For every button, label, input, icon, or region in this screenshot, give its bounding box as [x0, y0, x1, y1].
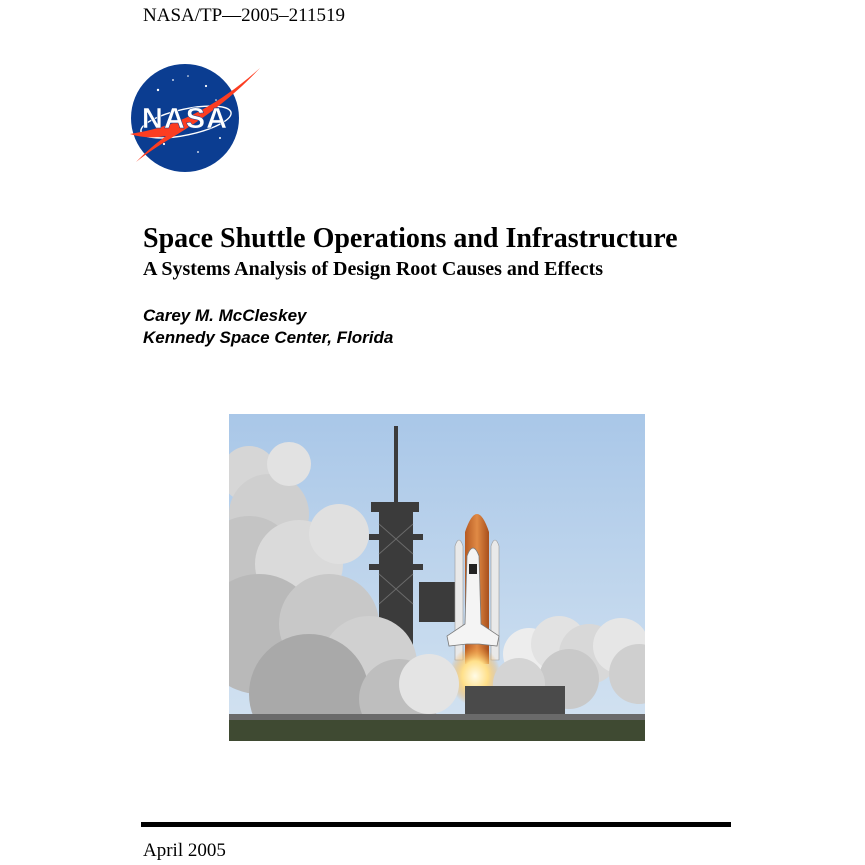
footer-rule: [141, 822, 731, 827]
author-affiliation: Kennedy Space Center, Florida: [143, 328, 394, 347]
document-title: Space Shuttle Operations and Infrastructure: [143, 223, 678, 254]
author-block: [143, 305, 393, 349]
report-number: NASA/TP—2005–211519: [143, 5, 345, 26]
author-name: Carey M. McCleskey: [143, 306, 307, 325]
publication-date: April 2005: [143, 840, 226, 861]
title-block: [143, 222, 823, 282]
space-shuttle-launch-photo: [229, 414, 645, 741]
nasa-logo: [128, 62, 262, 172]
document-subtitle: A Systems Analysis of Design Root Causes and Effects: [143, 258, 604, 280]
svg-text:NASA: NASA: [141, 103, 229, 135]
